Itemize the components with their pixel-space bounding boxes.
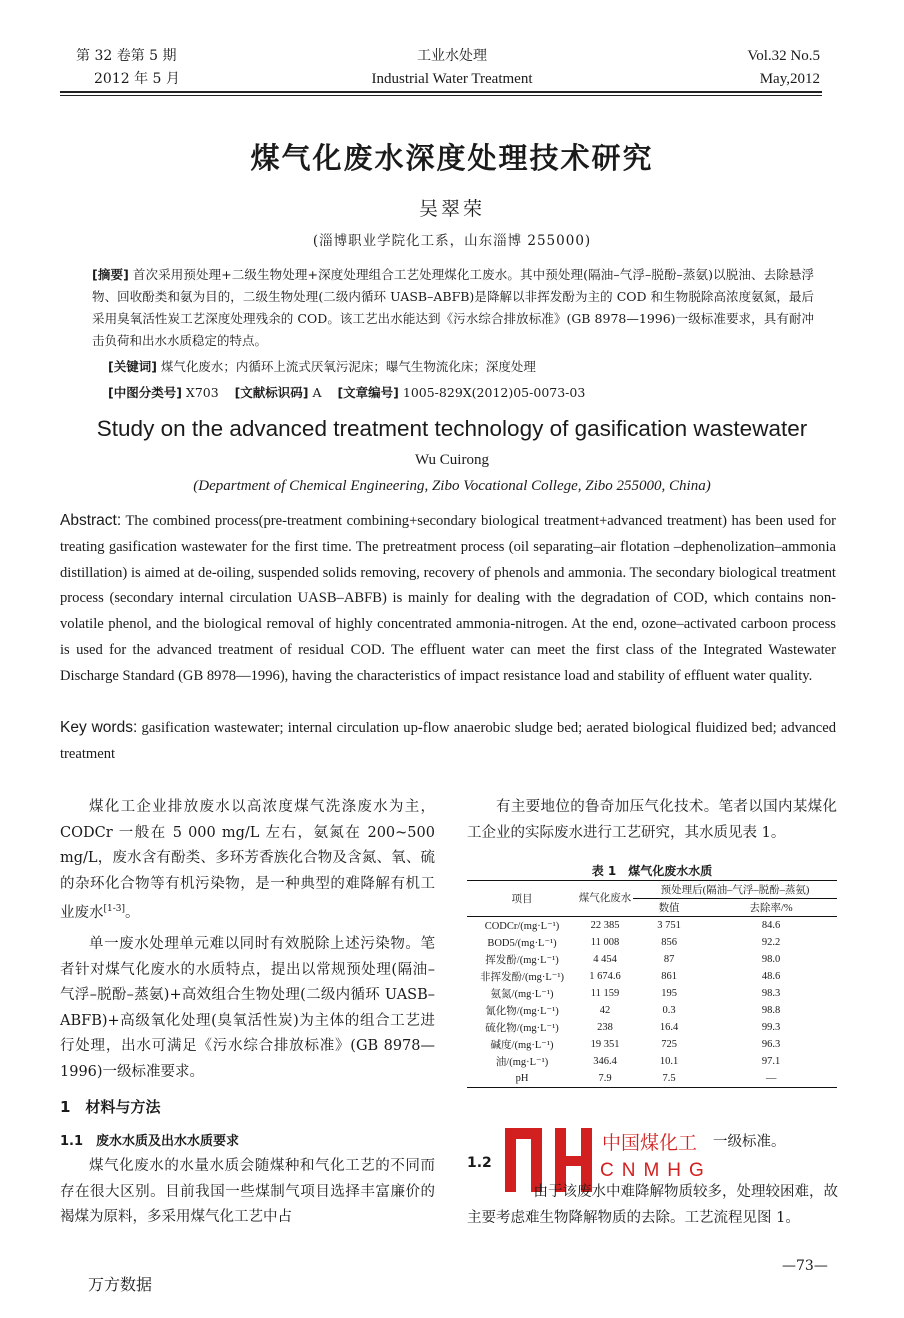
table-row xyxy=(467,951,837,968)
table-row xyxy=(467,1070,837,1088)
body-left-column xyxy=(60,795,435,1231)
table-cell-item: 非挥发酚/(mg·L⁻¹) xyxy=(480,972,564,983)
table-row xyxy=(467,1002,837,1019)
affiliation-cn: (淄博职业学院化工系，山东淄博 255000) xyxy=(312,233,592,249)
doc-code-label: [文献标识码] xyxy=(234,385,309,400)
abstract-cn xyxy=(92,264,814,352)
table-1-header-raw: 煤气化废水 xyxy=(578,893,632,904)
table-cell-raw: 11 008 xyxy=(590,937,620,948)
paper-title-cn: 煤气化废水深度处理技术研究 xyxy=(250,141,654,175)
table-cell-value: 7.5 xyxy=(662,1073,676,1084)
table-row xyxy=(467,1053,837,1070)
section-1-1-heading: 1.1 废水水质及出水水质要求 xyxy=(60,1133,240,1149)
table-cell-rate: 97.1 xyxy=(761,1056,781,1067)
affiliation-en: (Department of Chemical Engineering, Zibo Vocational College, Zibo 255000, China) xyxy=(193,478,711,494)
section-1-2-number: 1.2 xyxy=(467,1155,492,1171)
body-right-fragment: 一级标准。 xyxy=(713,1134,786,1150)
table-cell-item: 氨氮/(mg·L⁻¹) xyxy=(490,989,554,1000)
body-right-paragraph-2-line1: 由于该废水中难降解物质较多，处理较困难，故 xyxy=(533,1184,838,1200)
table-cell-rate: 96.3 xyxy=(761,1039,781,1050)
table-row xyxy=(467,934,837,951)
table-cell-rate: 98.8 xyxy=(761,1005,781,1016)
table-cell-rate: 98.3 xyxy=(761,988,781,999)
abstract-en xyxy=(60,508,836,690)
table-1-grid xyxy=(467,880,837,1088)
clc-value: X703 xyxy=(185,385,219,400)
body-right-paragraph-1 xyxy=(467,795,837,846)
body-paragraph-2: 单一废水处理单元难以同时有效脱除上述污染物。笔者针对煤气化废水的水质特点，提出以常规预处理(隔油–气浮–脱酚–蒸氨)+高效组合生物处理(二级内循环 UASB– ABFB)+高级氧化处理(臭氧活性炭)为主体的组合工艺进行处理，出水可满足《污水综合排放标准》(GB 8978—1996)一级标准要求。 xyxy=(60,936,435,1080)
keywords-cn xyxy=(108,357,808,377)
table-cell-item: pH xyxy=(515,1073,529,1084)
table-cell-rate: 92.2 xyxy=(761,937,781,948)
keywords-cn-text: 煤气化废水；内循环上流式厌氧污泥床；曝气生物流化床；深度处理 xyxy=(160,359,536,374)
watermark-cn: 中国煤化工 xyxy=(602,1132,698,1154)
table-cell-value: 195 xyxy=(661,988,677,999)
table-cell-rate: 99.3 xyxy=(761,1022,781,1033)
header-journal-en: Industrial Water Treatment xyxy=(371,71,533,87)
footer-source: 万方数据 xyxy=(88,1275,153,1294)
keywords-en xyxy=(60,715,836,768)
page-number: —73— xyxy=(782,1258,828,1274)
table-cell-rate: 84.6 xyxy=(761,920,781,931)
header-volume-en: Vol.32 No.5 xyxy=(747,48,820,64)
body-paragraph-1 xyxy=(60,795,435,926)
article-no-label: [文章编号] xyxy=(337,385,399,400)
table-cell-value: 10.1 xyxy=(659,1056,679,1067)
table-cell-value: 87 xyxy=(663,954,675,965)
abstract-en-text: The combined process(pre-treatment combining+secondary biological treatment+advanced treatment) has been used for treating gasification wastewater for the first time. The pretreatment process (oil separating–air flotation –dephenolization–ammonia distillation) is aimed at de-oiling, suspended solids removing, recovery of phenols and ammonia. The secondary biological treatment process (secondary internal circulation UASB–ABFB) is mainly for dealing with the degradation of COD, which contains non-volatile phenol, and the biological removal of highly concentrated ammonia-nitrogen. At the end, ozone–activated carboon process is used for the advanced treatment of residual COD. The effluent water can meet the first class of the Integrated Wastewater Discharge Standard (GB 8978—1996), having the characteristics of impact resistance load and stability of effluent water quality. xyxy=(60,513,836,684)
author-en: Wu Cuirong xyxy=(415,452,489,468)
table-cell-value: 16.4 xyxy=(659,1022,679,1033)
keywords-en-text: gasification wastewater; internal circulation up-flow anaerobic sludge bed; aerated biological fluidized bed; advanced treatment xyxy=(60,720,836,762)
doc-code-value: A xyxy=(312,385,322,400)
table-1 xyxy=(467,880,837,1088)
keywords-cn-label: [关键词] xyxy=(108,359,157,374)
table-row xyxy=(467,917,837,935)
header-volume: 第 32 卷第 5 期 xyxy=(76,48,177,64)
watermark-en: CNMHG xyxy=(600,1160,712,1181)
table-cell-item: CODCr/(mg·L⁻¹) xyxy=(484,920,560,932)
classification-line xyxy=(108,383,808,403)
table-cell-item: BOD5/(mg·L⁻¹) xyxy=(487,937,557,949)
table-cell-raw: 19 351 xyxy=(590,1039,620,1050)
header-journal-cn: 工业水处理 xyxy=(417,48,487,64)
table-1-header-pretreat: 预处理后(隔油–气浮–脱酚–蒸氨) xyxy=(633,881,837,899)
body-right-paragraph-1-text: 有主要地位的鲁奇加压气化技术。笔者以国内某煤化工企业的实际废水进行工艺研究，其水质见表 1。 xyxy=(467,799,837,841)
table-cell-raw: 22 385 xyxy=(590,920,620,931)
body-paragraph-3: 煤气化废水的水量水质会随煤种和气化工艺的不同而存在很大区别。目前我国一些煤制气项目选择丰富廉价的褐煤为原料，多采用煤气化工艺中占 xyxy=(60,1158,435,1226)
table-cell-item: 油/(mg·L⁻¹) xyxy=(495,1057,549,1068)
table-1-header-value: 数值 xyxy=(658,903,680,914)
table-cell-value: 856 xyxy=(661,937,677,948)
table-1-header-rate: 去除率/% xyxy=(749,903,793,914)
table-row xyxy=(467,968,837,985)
abstract-cn-label: [摘要] xyxy=(92,267,129,282)
body-paragraph-1-end: 。 xyxy=(125,904,140,921)
table-cell-item: 氰化物/(mg·L⁻¹) xyxy=(485,1006,559,1017)
table-cell-item: 挥发酚/(mg·L⁻¹) xyxy=(485,955,559,966)
table-1-body xyxy=(467,917,837,1088)
table-cell-item: 碱度/(mg·L⁻¹) xyxy=(490,1040,554,1051)
table-1-caption: 表 1 煤气化废水水质 xyxy=(591,864,713,878)
clc-label: [中图分类号] xyxy=(108,385,182,400)
table-cell-raw: 11 159 xyxy=(590,988,620,999)
body-right-paragraph-2-line2: 主要考虑难生物降解物质的去除。工艺流程见图 1。 xyxy=(467,1210,800,1226)
table-cell-item: 硫化物/(mg·L⁻¹) xyxy=(485,1023,559,1034)
table-1-header-item: 项目 xyxy=(511,894,533,905)
table-row xyxy=(467,1036,837,1053)
table-cell-raw: 4 454 xyxy=(593,954,617,965)
table-cell-rate: — xyxy=(765,1073,777,1084)
section-1-heading: 1 材料与方法 xyxy=(60,1098,161,1117)
table-cell-rate: 48.6 xyxy=(761,971,781,982)
header-date-en: May,2012 xyxy=(759,71,820,87)
header-rule-thick xyxy=(60,91,822,93)
table-row xyxy=(467,1019,837,1036)
table-cell-raw: 1 674.6 xyxy=(589,971,621,982)
body-paragraph-1-text: 煤化工企业排放废水以高浓度煤气洗涤废水为主，CODCr 一般在 5 000 mg/L 左右，氨氮在 200~500 mg/L，废水含有酚类、多环芳香族化合物及含氮、氧、硫的杂环化合物等有机污染物，是一种典型的难降解有机工业废水 xyxy=(60,799,435,921)
article-no-value: 1005-829X(2012)05-0073-03 xyxy=(402,385,586,400)
table-cell-value: 861 xyxy=(661,971,677,982)
table-cell-raw: 346.4 xyxy=(593,1056,617,1067)
paper-title-en: Study on the advanced treatment technology of gasification wastewater xyxy=(96,416,808,441)
table-cell-raw: 42 xyxy=(599,1005,611,1016)
table-cell-rate: 98.0 xyxy=(761,954,781,965)
table-cell-value: 3 751 xyxy=(657,920,681,931)
citation-ref: [1-3] xyxy=(103,904,126,914)
abstract-en-label: Abstract: xyxy=(60,512,122,529)
table-cell-raw: 7.9 xyxy=(598,1073,612,1084)
keywords-en-label: Key words: xyxy=(60,719,138,736)
header-date-cn: 2012 年 5 月 xyxy=(94,71,180,87)
abstract-cn-text: 首次采用预处理+二级生物处理+深度处理组合工艺处理煤化工废水。其中预处理(隔油–气浮–脱酚–蒸氨)以脱油、去除悬浮物、回收酚类和氨为目的，二级生物处理(二级内循环 UASB–ABFB)是降解以非挥发酚为主的 COD 和生物脱除高浓度氨氮，最后采用臭氧活性炭工艺深度处理残余的 COD。该工艺出水能达到《污水综合排放标准》(GB 8978—1996)一级标准要求，具有耐冲击负荷和出水水质稳定的特点。 xyxy=(92,267,814,348)
table-cell-raw: 238 xyxy=(597,1022,613,1033)
table-cell-value: 0.3 xyxy=(662,1005,676,1016)
author-cn: 吴翠荣 xyxy=(418,198,485,220)
table-cell-value: 725 xyxy=(661,1039,677,1050)
table-row xyxy=(467,985,837,1002)
header-rule-thin xyxy=(60,95,822,96)
